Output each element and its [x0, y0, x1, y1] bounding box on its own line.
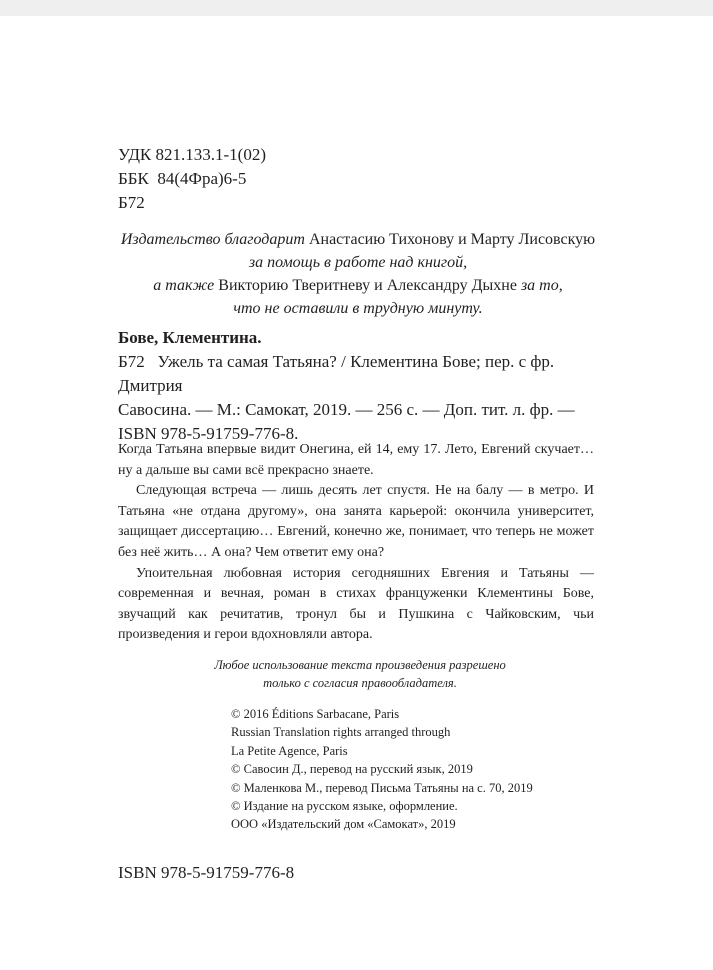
notice-line-1: Любое использование текста произведения разрешено	[214, 658, 506, 672]
ack-line-3-names: Викторию Тверитневу и Александру Дыхне	[218, 277, 517, 294]
isbn: ISBN 978-5-91759-776-8	[118, 863, 295, 882]
classification-block	[118, 143, 266, 215]
author-mark: Б72	[118, 193, 145, 212]
acknowledgement	[90, 228, 626, 320]
annotation-paragraph-1: Когда Татьяна впервые видит Онегина, ей 14, ему 17. Лето, Евгений скучает… ну а дальше вы сами всё прекрасно знаете.	[118, 442, 594, 478]
ack-line-3-italic-end: за то,	[520, 277, 563, 294]
bibliographic-line-3: ISBN 978-5-91759-776-8.	[118, 424, 299, 443]
bibliographic-code: Б72	[118, 352, 145, 371]
ack-line-1-italic: Издательство благодарит	[120, 231, 305, 248]
annotation	[118, 440, 594, 646]
copyright-line: ООО «Издательский дом «Самокат», 2019	[231, 817, 456, 832]
top-scan-band	[0, 0, 713, 16]
copyright-line: © Савосин Д., перевод на русский язык, 2019	[231, 762, 473, 777]
annotation-paragraph-3: Упоительная любовная история сегодняшних Евгения и Татьяны — современная и вечная, роман в стихах француженки Клементины Бове, звучащий как речитатив, тронул бы и Пушкина с Чайковским, чьи произведения и герои вдохновляли автора.	[118, 565, 594, 643]
udk-code: УДК 821.133.1-1(02)	[118, 145, 266, 164]
copyright-line: © Издание на русском языке, оформление.	[231, 799, 458, 814]
copyright-line: La Petite Agence, Paris	[231, 743, 348, 758]
bibliographic-line-2: Савосина. — М.: Самокат, 2019. — 256 с. — Доп. тит. л. фр. —	[118, 400, 575, 419]
copyright-block	[231, 705, 533, 834]
bbk-code: ББК 84(4Фра)6-5	[118, 169, 247, 188]
ack-line-1-names: Анастасию Тихонову и Марту Лисовскую	[308, 231, 596, 248]
ack-line-1	[90, 228, 626, 251]
copyright-line: © 2016 Éditions Sarbacane, Paris	[231, 707, 400, 721]
copyright-line: © Маленкова М., перевод Письма Татьяны на с. 70, 2019	[231, 780, 533, 795]
ack-line-3	[90, 274, 626, 297]
annotation-paragraph-2: Следующая встреча — лишь десять лет спустя. Не на балу — в метро. И Татьяна «не отдана другому», она занята карьерой: окончила университет, защищает диссертацию… Евгений, конечно же, понимает, что теперь не может без неё жить… А она? Чем ответит ему она?	[118, 483, 594, 560]
bibliographic-author: Бове, Клементина.	[118, 328, 262, 347]
copyright-notice	[150, 656, 570, 692]
ack-line-4	[90, 297, 626, 320]
ack-line-4-italic: что не оставили в трудную минуту.	[233, 300, 483, 317]
notice-line-2: только с согласия правообладателя.	[263, 676, 457, 690]
ack-line-2	[90, 251, 626, 274]
ack-line-3-italic-start: а также	[153, 277, 215, 294]
ack-line-2-italic: за помощь в работе над книгой,	[248, 254, 468, 271]
copyright-line: Russian Translation rights arranged through	[231, 725, 451, 740]
bibliographic-record	[118, 326, 598, 446]
bibliographic-line-1: Ужель та самая Татьяна? / Клементина Бове; пер. с фр. Дмитрия	[118, 352, 555, 395]
bibliographic-entry	[118, 350, 598, 398]
